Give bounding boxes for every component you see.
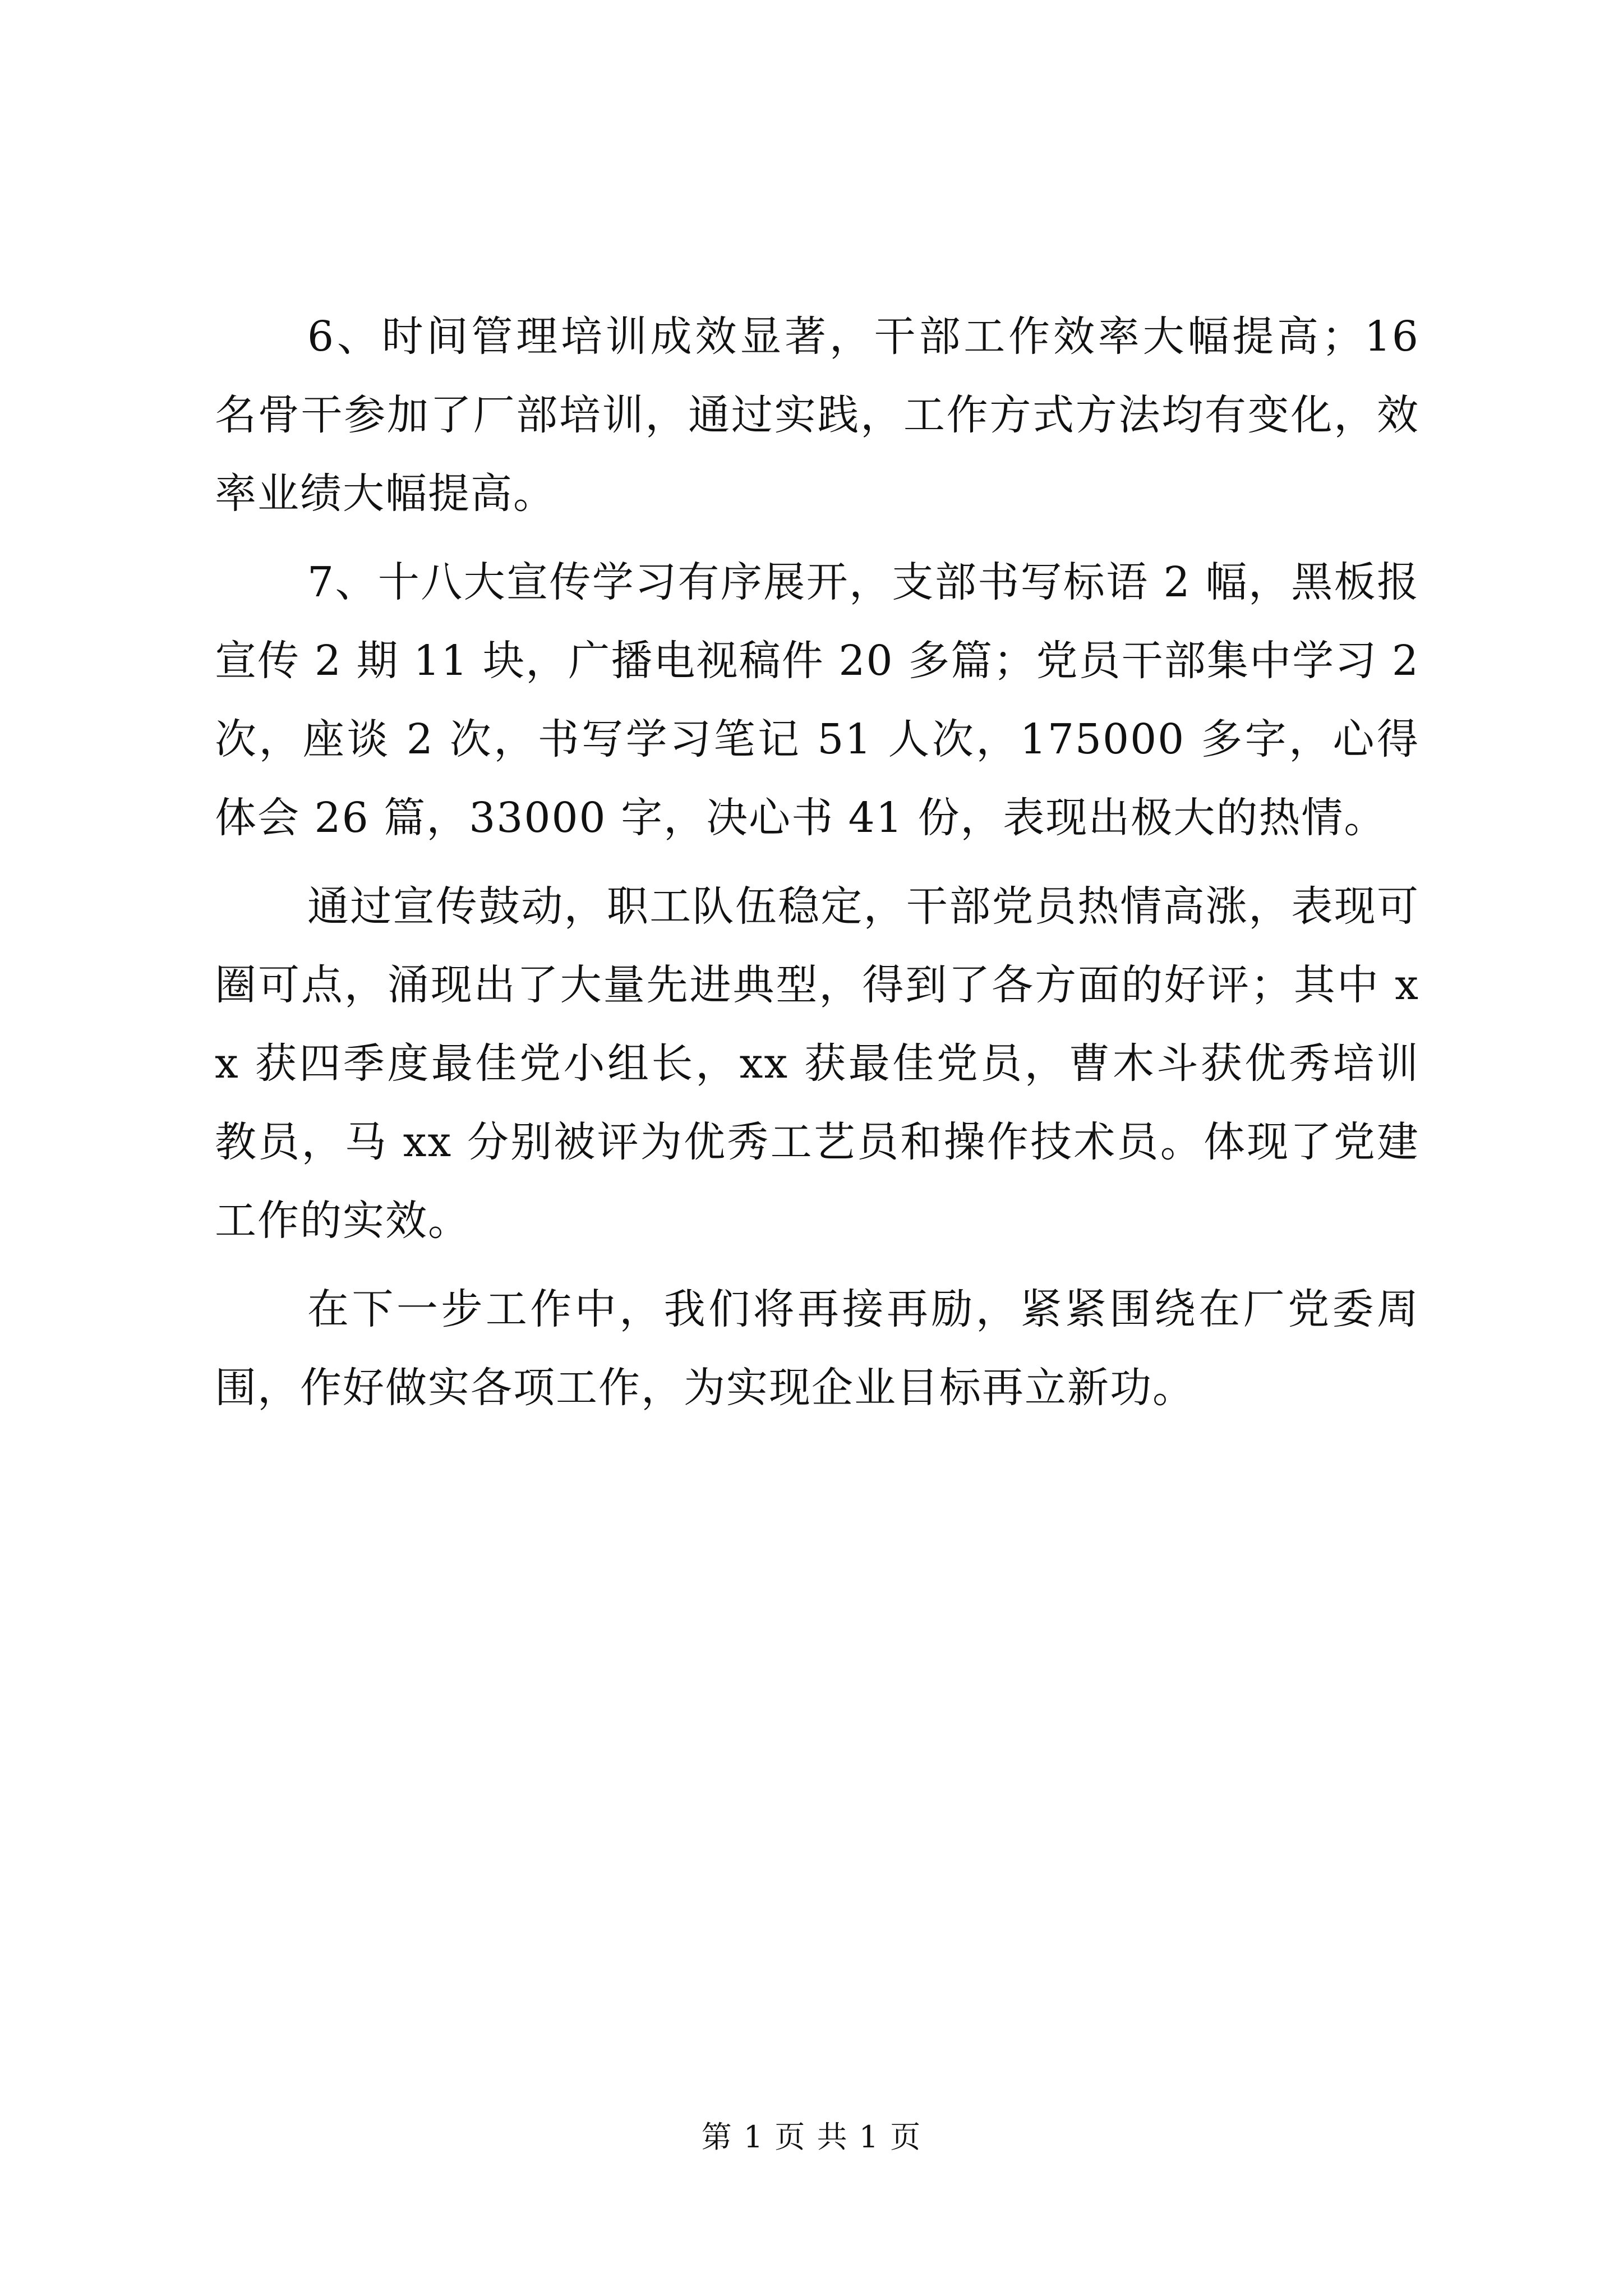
page-number-footer: 第 1 页 共 1 页 (701, 2119, 922, 2155)
document-body (215, 297, 1419, 1437)
paragraph-closing: 在下一步工作中，我们将再接再励，紧紧围绕在厂党委周围，作好做实各项工作，为实现企业目标再立新功。 (215, 1285, 1419, 1412)
paragraph-summary: 通过宣传鼓动，职工队伍稳定，干部党员热情高涨，表现可圈可点，涌现出了大量先进典型，得到了各方面的好评；其中 xx 获四季度最佳党小组长，xx 获最佳党员，曹木斗获优秀培训教员，马 xx 分别被评为优秀工艺员和操作技术员。体现了党建工作的实效。 (215, 882, 1419, 1245)
paragraph-item-6: 6、时间管理培训成效显著，干部工作效率大幅提高；16 名骨干参加了厂部培训，通过实践，工作方式方法均有变化，效率业绩大幅提高。 (215, 312, 1419, 518)
paragraph-item-7: 7、十八大宣传学习有序展开，支部书写标语 2 幅，黑板报宣传 2 期 11 块，广播电视稿件 20 多篇；党员干部集中学习 2 次，座谈 2 次，书写学习笔记 51 人次，175000 多字，心得体会 26 篇，33000 字，决心书 41 份，表现出极大的热情。 (215, 558, 1419, 842)
